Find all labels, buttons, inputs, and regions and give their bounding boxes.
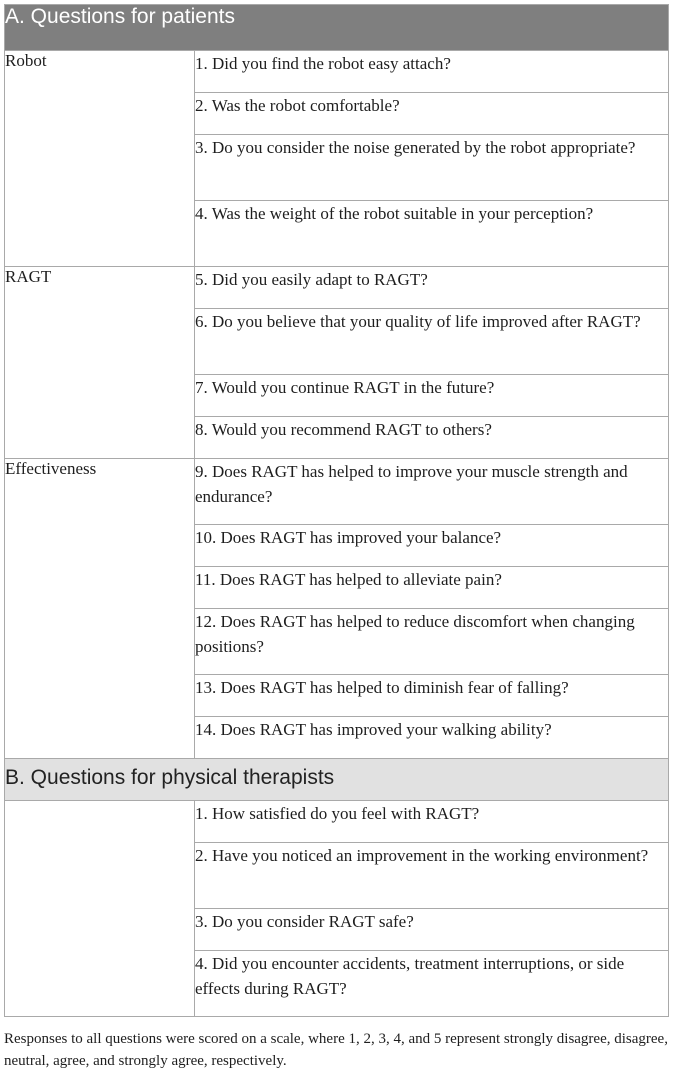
question-cell: 6. Do you believe that your quality of life improved after RAGT? <box>195 309 669 375</box>
question-cell: 1. Did you find the robot easy attach? <box>195 51 669 93</box>
question-cell: 1. How satisfied do you feel with RAGT? <box>195 801 669 843</box>
question-cell: 2. Have you noticed an improvement in the working environment? <box>195 843 669 909</box>
section-header-therapists <box>5 759 669 801</box>
table-row <box>5 51 669 93</box>
question-cell: 4. Was the weight of the robot suitable in your perception? <box>195 201 669 267</box>
table-footnote: Responses to all questions were scored on a scale, where 1, 2, 3, 4, and 5 represent strongly disagree, disagree, neutral, agree, and strongly agree, respectively. <box>4 1031 668 1069</box>
question-cell: 3. Do you consider RAGT safe? <box>195 909 669 951</box>
question-cell: 14. Does RAGT has improved your walking ability? <box>195 717 669 759</box>
table-row <box>5 459 669 525</box>
questionnaire-table <box>4 4 669 1017</box>
question-cell: 2. Was the robot comfortable? <box>195 93 669 135</box>
question-cell: 4. Did you encounter accidents, treatment interruptions, or side effects during RAGT? <box>195 951 669 1017</box>
question-cell: 5. Did you easily adapt to RAGT? <box>195 267 669 309</box>
question-cell: 3. Do you consider the noise generated by the robot appropriate? <box>195 135 669 201</box>
question-cell: 9. Does RAGT has helped to improve your muscle strength and endurance? <box>195 459 669 525</box>
question-cell: 12. Does RAGT has helped to reduce discomfort when changing positions? <box>195 609 669 675</box>
section-title: B. Questions for physical therapists <box>5 759 669 801</box>
section-title: A. Questions for patients <box>5 5 669 51</box>
table-row <box>5 801 669 843</box>
section-header-patients <box>5 5 669 51</box>
table-row <box>5 267 669 309</box>
question-cell: 10. Does RAGT has improved your balance? <box>195 525 669 567</box>
category-label: Effectiveness <box>5 459 195 759</box>
question-cell: 11. Does RAGT has helped to alleviate pain? <box>195 567 669 609</box>
question-cell: 7. Would you continue RAGT in the future? <box>195 375 669 417</box>
category-label <box>5 801 195 1017</box>
question-cell: 13. Does RAGT has helped to diminish fear of falling? <box>195 675 669 717</box>
category-label: RAGT <box>5 267 195 459</box>
question-cell: 8. Would you recommend RAGT to others? <box>195 417 669 459</box>
category-label: Robot <box>5 51 195 267</box>
